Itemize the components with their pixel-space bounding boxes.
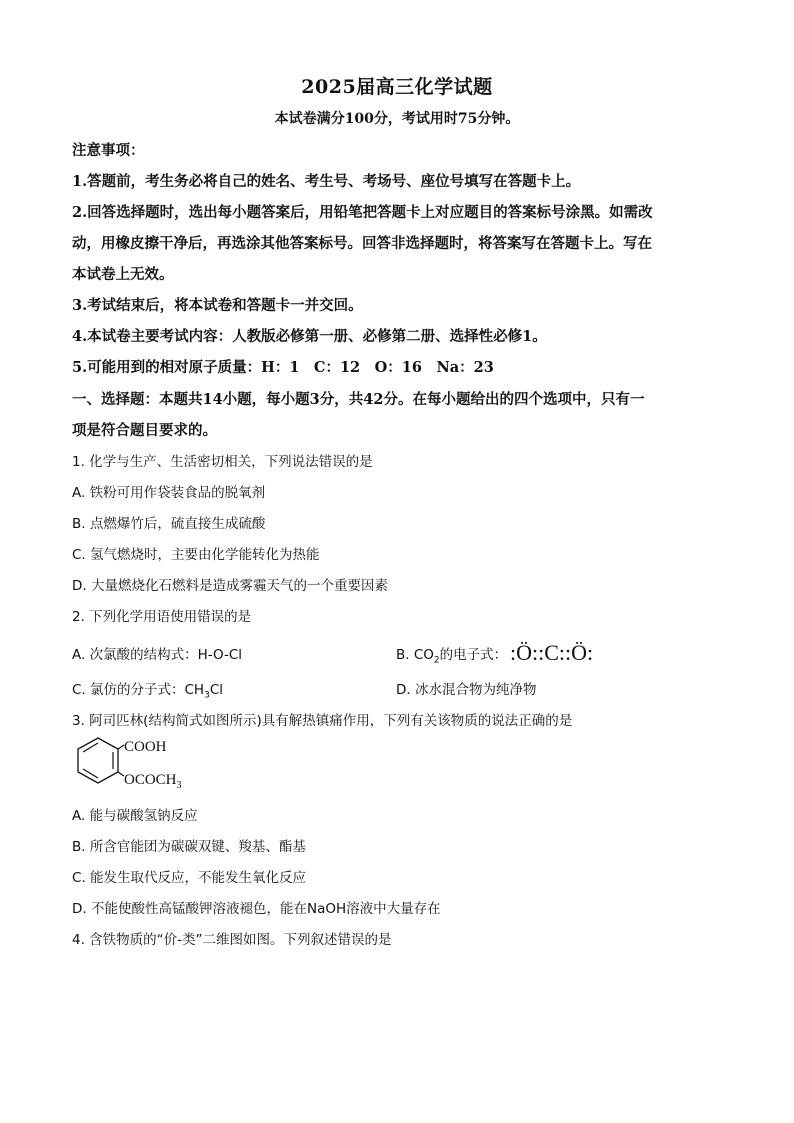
note-item: 2.回答选择题时，选出每小题答案后，用铅笔把答题卡上对应题目的答案标号涂黑。如需改: [72, 204, 653, 221]
question-3-stem: 3. 阿司匹林(结构简式如图所示)具有解热镇痛作用，下列有关该物质的说法正确的是: [72, 713, 573, 729]
exam-info: 本试卷满分100分，考试用时75分钟。: [274, 111, 520, 127]
note-item: 1.答题前，考生务必将自己的姓名、考生号、考场号、座位号填写在答题卡上。: [72, 173, 581, 190]
cooh-group-label: COOH: [124, 739, 167, 755]
section-heading: 一、选择题：本题共14小题，每小题3分，共42分。在每小题给出的四个选项中，只有一: [72, 391, 645, 408]
question-4-stem: 4. 含铁物质的“价-类”二维图如图。下列叙述错误的是: [72, 932, 392, 948]
question-1-option: A. 铁粉可用作袋装食品的脱氧剂: [72, 485, 266, 501]
benzene-ring: [78, 738, 118, 783]
note-item: 3.考试结束后，将本试卷和答题卡一并交回。: [72, 297, 363, 314]
option-c-suffix: Cl: [209, 682, 224, 698]
question-2-option-b: [396, 645, 507, 671]
section-heading-cont: 项是符合题目要求的。: [72, 422, 217, 439]
question-2-stem: 2. 下列化学用语使用错误的是: [72, 609, 252, 625]
option-b-subscript: 2: [433, 655, 440, 666]
co2-lewis-structure: :Ö::C::Ö:: [510, 640, 594, 665]
question-3-option: D. 不能使酸性高锰酸钾溶液褪色，能在NaOH溶液中大量存在: [72, 901, 441, 917]
option-b-prefix: B. CO: [396, 647, 434, 663]
note-item: 4.本试卷主要考试内容：人教版必修第一册、必修第二册、选择性必修1。: [72, 328, 547, 345]
note-item: 动，用橡皮擦干净后，再选涂其他答案标号。回答非选择题时，将答案写在答题卡上。写在: [72, 235, 652, 252]
note-item: 5.可能用到的相对原子质量：H：1 C：12 O：16 Na：23: [72, 359, 494, 376]
question-1-stem: 1. 化学与生产、生活密切相关，下列说法错误的是: [72, 454, 373, 470]
ester-group-subscript: 3: [176, 780, 182, 791]
aspirin-structure-diagram: [72, 734, 212, 796]
question-3-option: A. 能与碳酸氢钠反应: [72, 808, 198, 824]
question-2-option-a: A. 次氯酸的结构式：H-O-Cl: [72, 647, 243, 663]
question-1-option: C. 氢气燃烧时，主要由化学能转化为热能: [72, 547, 320, 563]
question-2-option-d: D. 冰水混合物为纯净物: [396, 682, 537, 698]
ester-group-label: [124, 772, 182, 791]
question-1-option: B. 点燃爆竹后，硫直接生成硫酸: [72, 516, 266, 532]
question-3-option: B. 所含官能团为碳碳双键、羧基、酯基: [72, 839, 306, 855]
question-2-option-c: [72, 680, 223, 706]
option-b-suffix: 的电子式：: [439, 647, 508, 663]
option-c-subscript: 3: [204, 690, 210, 701]
note-item: 本试卷上无效。: [72, 266, 174, 283]
ester-group-prefix: OCOCH: [124, 772, 177, 788]
question-1-option: D. 大量燃烧化石燃料是造成雾霾天气的一个重要因素: [72, 578, 388, 594]
page-title: 2025届高三化学试题: [301, 76, 493, 98]
question-3-option: C. 能发生取代反应，不能发生氧化反应: [72, 870, 307, 886]
notes-heading: 注意事项：: [72, 142, 145, 159]
option-c-prefix: C. 氯仿的分子式：CH: [72, 682, 205, 698]
